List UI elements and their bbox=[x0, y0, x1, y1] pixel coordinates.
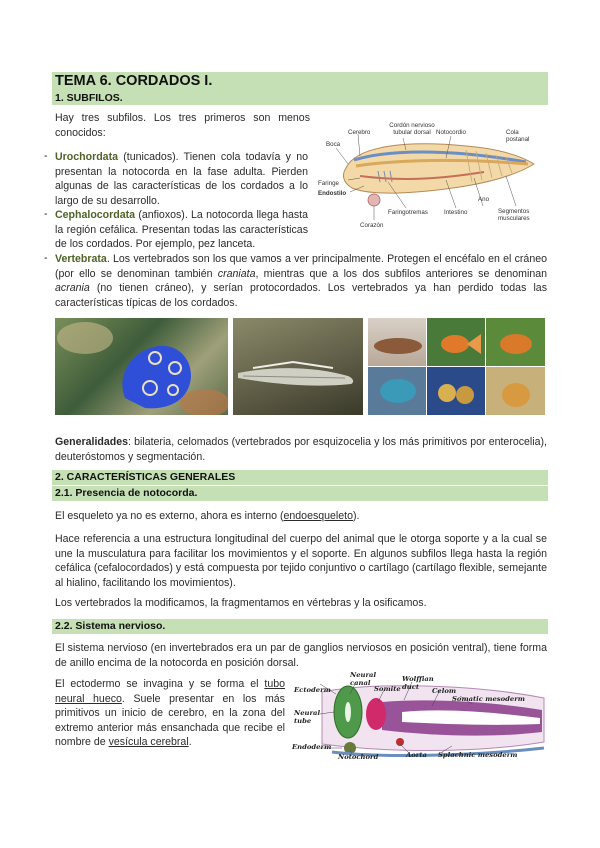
urochordata-text: (tunicados). Tienen cola todavía y no presentan la notocorda en la fase adulta. Pierden algunas de las características de los cordados a lo largo de su desarrollo. bbox=[55, 151, 308, 207]
label-segmentos: Segmentos musculares bbox=[498, 208, 530, 222]
label-faringotremas: Faringotremas bbox=[388, 209, 428, 216]
neural-tube-diagram bbox=[292, 672, 548, 762]
text: El esqueleto ya no es externo, ahora es interno ( bbox=[55, 510, 284, 522]
label-neural-tube: Neural tube bbox=[294, 709, 321, 725]
label-ano: Ano bbox=[478, 196, 490, 203]
notocorda-paragraph-2: Hace referencia a una estructura longitudinal del cuerpo del animal que le otorga soporte y a la cual se une la musculatura para facilitar los movimientos y el soporte. En algunos subfilos llega hasta la región cefálica (cefalocordados) y está compuesta por tejido conjuntivo o cartílago (cartílago flexible, semejante al hialino, facilitando los movimientos). bbox=[55, 533, 547, 589]
label-aorta: Aorta bbox=[406, 751, 427, 759]
notocorda-paragraph-1 bbox=[55, 509, 547, 524]
bullet: - bbox=[44, 252, 48, 264]
text: . Suele presentar en los más primitivos un inicio de cerebro, en la zona del extremo anterior más ensanchada que recibe el nombre de bbox=[55, 692, 285, 749]
vertebrates-collage bbox=[368, 318, 545, 415]
label-somatic-mesoderm: Somatic mesoderm bbox=[452, 695, 525, 703]
sistema-nervioso-paragraph-2 bbox=[55, 677, 285, 750]
section-heading-caracteristicas: 2. CARACTERÍSTICAS GENERALES bbox=[52, 470, 548, 485]
text: El ectodermo se invagina y se forma el bbox=[55, 678, 265, 690]
intro-paragraph: Hay tres subfilos. Los tres primeros son menos conocidos: bbox=[55, 112, 310, 139]
acrania-term: acrania bbox=[55, 282, 90, 295]
label-cordon: Cordón nervioso tubular dorsal bbox=[389, 122, 435, 136]
label-intestino: Intestino bbox=[444, 209, 468, 216]
label-wolffian-duct: Wolffian duct bbox=[402, 675, 434, 691]
vertebrata-text-2: , mientras que a los dos subfilos anteriores se denominan bbox=[255, 267, 547, 280]
vertebrata-text-3: (no tienen cráneo), y serían protocordados. Los vertebrados ya han perdido todas las características típicas de los cordados. bbox=[55, 282, 547, 309]
label-splachnic-mesoderm: Splachnic mesoderm bbox=[438, 751, 518, 759]
generalidades-paragraph bbox=[55, 435, 547, 464]
frog-photo bbox=[486, 318, 545, 366]
label-celom: Celom bbox=[432, 687, 457, 695]
text: ). bbox=[353, 510, 360, 522]
shark-photo bbox=[368, 318, 426, 366]
vertebrata-paragraph bbox=[55, 252, 547, 310]
label-cerebro: Cerebro bbox=[348, 129, 371, 136]
label-somite: Somite bbox=[374, 685, 401, 693]
urochordata-term: Urochordata bbox=[55, 151, 118, 163]
chordate-body-plan-diagram bbox=[316, 116, 550, 240]
chameleon-photo bbox=[368, 367, 426, 415]
birds-photo bbox=[427, 367, 485, 415]
label-boca: Boca bbox=[326, 141, 341, 148]
text: . bbox=[188, 736, 192, 749]
lancelet-photo bbox=[233, 318, 363, 415]
vesicula-cerebral-term: vesícula cerebral bbox=[108, 736, 189, 749]
label-notochord: Notochord bbox=[338, 753, 379, 761]
generalidades-term: Generalidades bbox=[55, 436, 129, 448]
subsection-heading-notocorda: 2.1. Presencia de notocorda. bbox=[52, 486, 548, 501]
notocorda-paragraph-3: Los vertebrados la modificamos, la fragmentamos en vértebras y la osificamos. bbox=[55, 597, 427, 609]
cephalocordata-term: Cephalocordata bbox=[55, 209, 136, 221]
urochordata-paragraph bbox=[55, 150, 308, 208]
cheetah-photo bbox=[486, 367, 545, 415]
tunicate-photo bbox=[55, 318, 228, 415]
label-neural-canal: Neural canal bbox=[350, 671, 377, 687]
page-title: TEMA 6. CORDADOS I. bbox=[52, 72, 548, 91]
bullet: - bbox=[44, 208, 48, 220]
cephalocordata-paragraph bbox=[55, 208, 308, 252]
craniata-term: craniata bbox=[217, 267, 256, 280]
section-heading-subfilos: 1. SUBFILOS. bbox=[52, 91, 548, 105]
tubo-neural-term: tubo neural hueco bbox=[55, 678, 285, 705]
bullet: - bbox=[44, 150, 48, 162]
label-faringe: Faringe bbox=[318, 180, 339, 187]
label-endoderm: Endoderm bbox=[292, 743, 332, 751]
generalidades-text: : bilateria, celomados (vertebrados por esquizocelia y los más primitivos por enterocelia), deuteróstomos y segmentación. bbox=[55, 436, 547, 463]
vertebrata-text-1: . Los vertebrados son los que vamos a ver principalmente. Protegen el encéfalo en el cráneo (por ello se denominan también bbox=[55, 253, 547, 280]
label-endostilo: Endostilo bbox=[318, 190, 347, 197]
goldfish-photo bbox=[427, 318, 485, 366]
vertebrata-term: Vertebrata bbox=[55, 253, 107, 265]
label-ectoderm: Ectoderm bbox=[294, 686, 331, 694]
subsection-heading-sistema-nervioso: 2.2. Sistema nervioso. bbox=[52, 619, 548, 634]
cephalocordata-text: (anfioxos). La notocorda llega hasta la región cefálica. Presentan todas las características de los cordados. Por ejemplo, pez lanceta. bbox=[55, 209, 308, 251]
sistema-nervioso-paragraph-1: El sistema nervioso (en invertebrados era un par de ganglios nerviosos en posición ventral), tiene forma de anillo encima de la notocorda en posición dorsal. bbox=[55, 642, 547, 669]
endoesqueleto-term: endoesqueleto bbox=[283, 510, 354, 522]
label-notocordio: Notocordio bbox=[436, 129, 466, 136]
label-cola: Cola postanal bbox=[506, 129, 530, 143]
label-corazon: Corazón bbox=[360, 222, 384, 229]
